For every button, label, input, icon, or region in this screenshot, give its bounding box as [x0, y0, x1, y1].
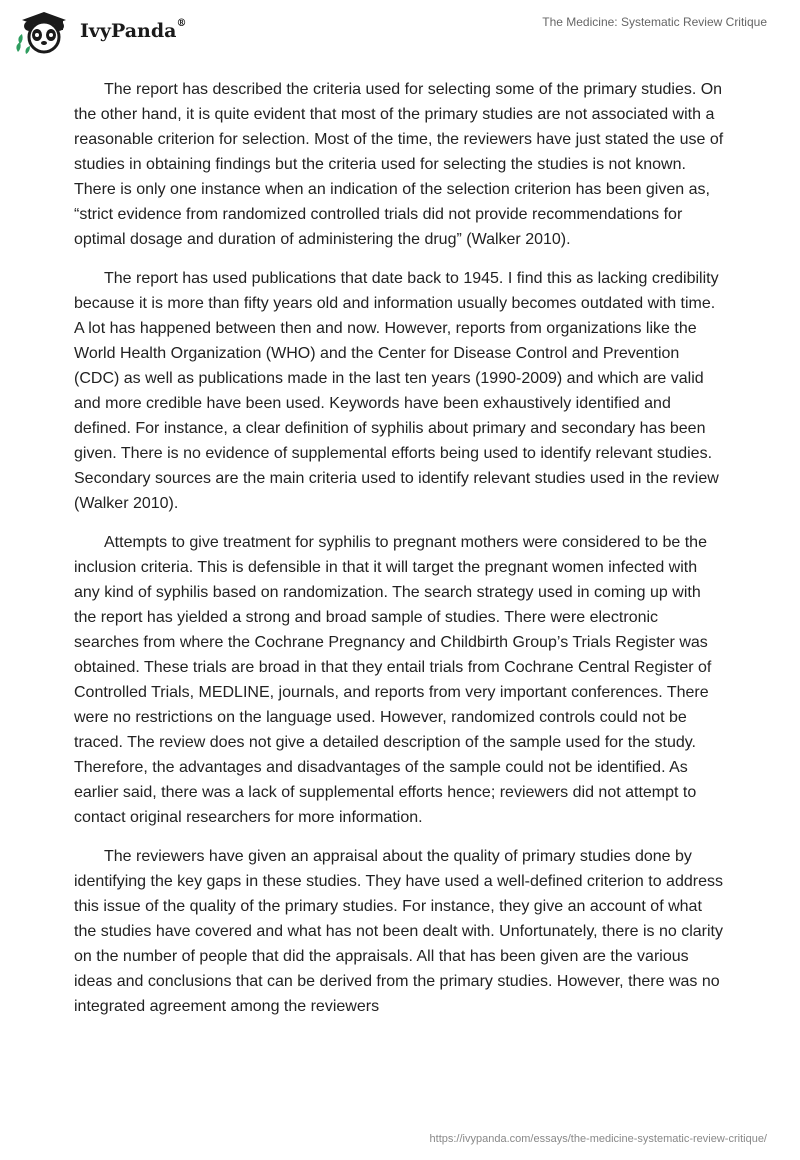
brand-logo[interactable]	[14, 10, 214, 56]
paragraph: The report has described the criteria used for selecting some of the primary studies. On the other hand, it is quite evident that most of the primary studies are not associated with a reasonable criterion for selection. Most of the time, the reviewers have just stated the use of studies in obtaining findings but the criteria used for selecting the studies is not known. There is only one instance when an indication of the selection criterion has been given as, “strict evidence from randomized controlled trials did not provide recommendations for optimal dosage and duration of administering the drug” (Walker 2010).	[74, 81, 724, 248]
panda-logo-icon	[14, 10, 74, 56]
essay-body	[74, 77, 726, 1033]
source-url-link[interactable]: https://ivypanda.com/essays/the-medicine-systematic-review-critique/	[429, 1133, 767, 1145]
paragraph: Attempts to give treatment for syphilis to pregnant mothers were considered to be the inclusion criteria. This is defensible in that it will target the pregnant women infected with any kind of syphilis based on randomization. The search strategy used in coming up with the report has yielded a strong and broad sample of studies. There were electronic searches from where the Cochrane Pregnancy and Childbirth Group’s Trials Register was obtained. These trials are broad in that they entail trials from Cochrane Central Register of Controlled Trials, MEDLINE, journals, and reports from very important conferences. There were no restrictions on the language used. However, randomized controls could not be traced. The review does not give a detailed description of the sample used for the study. Therefore, the advantages and disadvantages of the sample could not be identified. As earlier said, there was a lack of supplemental efforts hence; reviewers did not attempt to contact original researchers for more information.	[74, 534, 712, 826]
registered-mark: ®	[176, 18, 187, 29]
brand-name: IvyPanda®	[80, 18, 187, 42]
page-header	[0, 0, 800, 70]
document-title: The Medicine: Systematic Review Critique	[542, 15, 767, 29]
paragraph: The reviewers have given an appraisal about the quality of primary studies done by identifying the key gaps in these studies. They have used a well-defined criterion to address this issue of the quality of the primary studies. For instance, they give an account of what the studies have covered and what has not been dealt with. Unfortunately, there is no clarity on the number of people that did the appraisals. All that has been given are the various ideas and conclusions that can be derived from the primary studies. However, there was no integrated agreement among the reviewers	[74, 848, 723, 1015]
paragraph: The report has used publications that date back to 1945. I find this as lacking credibility because it is more than fifty years old and information usually becomes outdated with time. A lot has happened between then and now. However, reports from organizations like the World Health Organization (WHO) and the Center for Disease Control and Prevention (CDC) as well as publications made in the last ten years (1990-2009) and which are valid and more credible have been used. Keywords have been exhaustively identified and defined. For instance, a clear definition of syphilis about primary and secondary has been given. There is no evidence of supplemental efforts being used to identify relevant studies. Secondary sources are the main criteria used to identify relevant studies used in the review (Walker 2010).	[74, 270, 719, 512]
